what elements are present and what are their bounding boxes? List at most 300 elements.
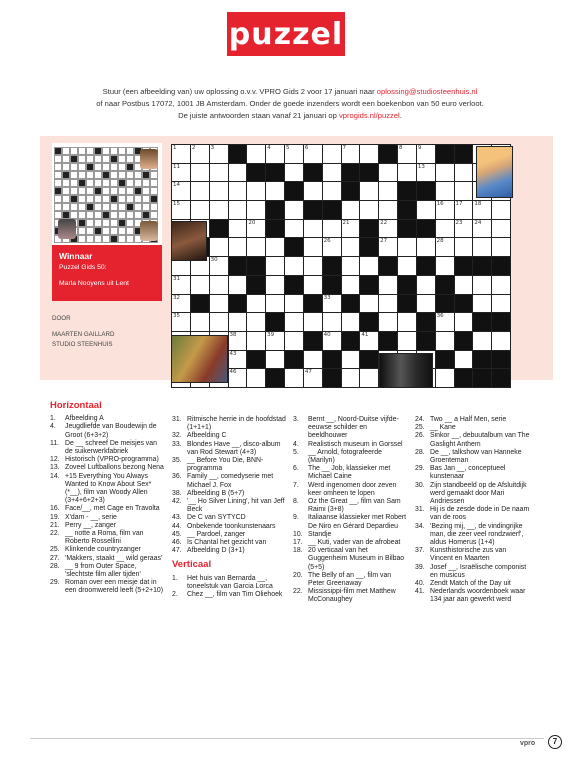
mini-cell	[126, 219, 134, 227]
grid-cell[interactable]	[172, 276, 190, 294]
grid-cell[interactable]	[191, 313, 209, 331]
grid-cell[interactable]	[436, 369, 454, 387]
grid-cell[interactable]	[304, 313, 322, 331]
grid-cell[interactable]	[398, 332, 416, 350]
grid-cell[interactable]	[436, 238, 454, 256]
clue-item	[172, 490, 287, 498]
grid-cell[interactable]	[285, 220, 303, 238]
grid-cell[interactable]	[455, 276, 473, 294]
winner-name: Marla Nooyens uit Lent	[59, 280, 129, 287]
grid-cell[interactable]	[417, 238, 435, 256]
grid-cell[interactable]	[229, 313, 247, 331]
grid-cell[interactable]	[247, 313, 265, 331]
grid-block	[398, 201, 416, 219]
credits	[52, 314, 114, 350]
grid-cell[interactable]	[247, 220, 265, 238]
mini-cell	[70, 179, 78, 187]
grid-cell[interactable]	[455, 351, 473, 369]
grid-cell[interactable]	[285, 164, 303, 182]
grid-block	[285, 276, 303, 294]
clue-item	[50, 546, 165, 554]
grid-block	[455, 295, 473, 313]
mini-cell	[134, 195, 142, 203]
grid-block	[417, 220, 435, 238]
mini-cell	[102, 171, 110, 179]
mini-cell	[102, 155, 110, 163]
clue-item	[415, 588, 530, 604]
cell-number: 11	[173, 163, 180, 170]
grid-cell[interactable]	[436, 332, 454, 350]
grid-cell[interactable]	[304, 351, 322, 369]
grid-cell[interactable]	[266, 182, 284, 200]
grid-cell[interactable]	[210, 164, 228, 182]
clue-number: 25.	[415, 424, 425, 432]
grid-cell[interactable]	[492, 238, 510, 256]
clue-text: __ Kane	[430, 424, 456, 432]
grid-cell[interactable]	[266, 238, 284, 256]
cell-number: 47	[304, 369, 312, 376]
clue-text: __ Kuti, vader van de afrobeat	[308, 539, 401, 547]
mini-cell	[78, 195, 86, 203]
grid-cell[interactable]	[360, 145, 378, 163]
mini-cell	[94, 219, 102, 227]
grid-cell[interactable]	[191, 164, 209, 182]
mini-cell	[150, 203, 158, 211]
clue-text: Werd ingenomen door zeven keer omheen te lopen	[308, 481, 397, 497]
page-number: 7	[548, 735, 562, 749]
intro-line3: De juiste antwoorden staan vanaf 21 januari op	[178, 111, 339, 120]
clue-number: 10.	[293, 530, 303, 538]
mini-cell	[110, 187, 118, 195]
grid-block	[379, 257, 397, 275]
grid-block	[398, 220, 416, 238]
clue-text: Perry __, zanger	[65, 521, 116, 529]
clues-column-2	[172, 402, 287, 599]
grid-cell[interactable]	[247, 295, 265, 313]
cell-number: 2	[191, 145, 196, 151]
mini-cell	[126, 187, 134, 195]
grid-cell[interactable]	[492, 332, 510, 350]
mini-cell	[70, 155, 78, 163]
mini-cell	[94, 147, 102, 155]
clue-item	[50, 530, 165, 546]
mini-cell	[86, 163, 94, 171]
grid-cell[interactable]	[210, 313, 228, 331]
image-a-elsa	[476, 146, 513, 198]
mini-cell	[150, 187, 158, 195]
mini-cell	[150, 179, 158, 187]
mini-cell	[78, 163, 86, 171]
clue-text: Mississippi-film met Matthew McConaughey	[308, 588, 396, 604]
cell-number: 14	[173, 182, 180, 189]
grid-cell[interactable]	[455, 182, 473, 200]
grid-cell[interactable]	[210, 238, 228, 256]
grid-cell[interactable]	[266, 332, 284, 350]
clue-number: 37.	[415, 547, 425, 555]
grid-block	[360, 313, 378, 331]
grid-cell[interactable]	[379, 164, 397, 182]
cell-number: 1	[173, 145, 177, 151]
mini-cell	[78, 227, 86, 235]
puzzel-logo	[227, 12, 345, 56]
mini-cell	[62, 155, 70, 163]
grid-cell[interactable]	[323, 164, 341, 182]
grid-cell[interactable]	[323, 238, 341, 256]
grid-cell[interactable]	[323, 182, 341, 200]
footer-brand: vpro	[520, 740, 536, 747]
grid-cell[interactable]	[323, 220, 341, 238]
grid-cell[interactable]	[379, 295, 397, 313]
grid-cell[interactable]	[266, 145, 284, 163]
mini-cell	[102, 179, 110, 187]
grid-cell[interactable]	[266, 351, 284, 369]
mini-cell	[118, 155, 126, 163]
mini-cell	[126, 195, 134, 203]
clue-item	[293, 539, 408, 547]
clue-number: 31.	[172, 416, 182, 423]
grid-cell[interactable]	[417, 295, 435, 313]
mini-cell	[110, 155, 118, 163]
clue-text: __ 9 from Outer Space, 'slechtste film aller tijden'	[65, 562, 141, 579]
grid-cell[interactable]	[304, 220, 322, 238]
grid-cell[interactable]	[285, 295, 303, 313]
mini-cell	[150, 211, 158, 219]
grid-cell[interactable]	[304, 369, 322, 387]
grid-cell[interactable]	[360, 257, 378, 275]
grid-cell[interactable]	[210, 276, 228, 294]
clue-text: Klinkende countryzanger	[65, 546, 141, 554]
mini-cell	[86, 235, 94, 243]
grid-block	[323, 369, 341, 387]
mini-cell	[86, 203, 94, 211]
grid-cell[interactable]	[266, 276, 284, 294]
clue-text: __ Before You Die, BNN-programma	[187, 457, 264, 473]
grid-cell[interactable]	[360, 332, 378, 350]
grid-block	[417, 332, 435, 350]
mini-cell	[54, 147, 62, 155]
clue-number: 12.	[50, 456, 60, 464]
grid-cell[interactable]	[304, 145, 322, 163]
grid-cell[interactable]	[342, 220, 360, 238]
grid-cell[interactable]	[172, 145, 190, 163]
grid-cell[interactable]	[342, 351, 360, 369]
clue-item	[293, 588, 408, 604]
grid-cell[interactable]	[285, 313, 303, 331]
grid-cell[interactable]	[436, 257, 454, 275]
grid-cell[interactable]	[342, 145, 360, 163]
grid-cell[interactable]	[436, 313, 454, 331]
grid-block	[379, 145, 397, 163]
grid-cell[interactable]	[342, 238, 360, 256]
grid-cell[interactable]	[285, 145, 303, 163]
mini-cell	[126, 171, 134, 179]
clue-number: 4.	[293, 440, 299, 448]
mini-cell	[134, 187, 142, 195]
grid-cell[interactable]	[379, 220, 397, 238]
clue-item	[415, 580, 530, 588]
grid-cell[interactable]	[455, 238, 473, 256]
grid-cell[interactable]	[247, 238, 265, 256]
grid-cell[interactable]	[455, 164, 473, 182]
grid-cell[interactable]	[398, 145, 416, 163]
mini-cell	[118, 219, 126, 227]
cell-number: 38	[229, 331, 237, 338]
clue-text: 20 verticaal van het Guggenheim Museum in Bilbao (5+5)	[308, 547, 405, 571]
grid-cell[interactable]	[304, 257, 322, 275]
grid-cell[interactable]	[210, 295, 228, 313]
grid-block	[492, 369, 510, 387]
grid-cell[interactable]	[360, 295, 378, 313]
clue-number: 36.	[172, 473, 182, 481]
clue-text: Italiaanse klassieker met Robert De Niro en Gérard Depardieu	[308, 514, 407, 530]
clue-text: Ritmische herrie in de hoofdstad (1+1+1)	[187, 416, 286, 432]
grid-cell[interactable]	[172, 313, 190, 331]
grid-cell[interactable]	[210, 201, 228, 219]
grid-cell[interactable]	[247, 332, 265, 350]
clue-number: 25.	[50, 546, 60, 554]
grid-block	[360, 164, 378, 182]
grid-cell[interactable]	[172, 201, 190, 219]
clue-item	[415, 449, 530, 465]
clue-number: 22.	[50, 530, 60, 538]
grid-cell[interactable]	[229, 201, 247, 219]
clue-text: Oz the Great __, film van Sam Raimi (3+8)	[308, 498, 401, 514]
grid-block	[417, 182, 435, 200]
grid-cell[interactable]	[210, 182, 228, 200]
grid-block	[455, 332, 473, 350]
mini-cell	[142, 179, 150, 187]
grid-cell[interactable]	[492, 276, 510, 294]
grid-block	[266, 220, 284, 238]
grid-cell[interactable]	[285, 332, 303, 350]
grid-cell[interactable]	[285, 201, 303, 219]
grid-cell[interactable]	[360, 182, 378, 200]
grid-block	[360, 220, 378, 238]
grid-cell[interactable]	[342, 201, 360, 219]
clue-text: The __ Job, klassieker met Michael Caine	[308, 465, 391, 481]
mini-cell	[134, 179, 142, 187]
grid-cell[interactable]	[323, 332, 341, 350]
mini-cell	[62, 179, 70, 187]
clue-number: 9.	[293, 514, 299, 522]
cell-number: 28	[436, 238, 444, 245]
grid-cell[interactable]	[379, 276, 397, 294]
grid-cell[interactable]	[436, 220, 454, 238]
grid-cell[interactable]	[172, 164, 190, 182]
mini-cell	[94, 171, 102, 179]
grid-block	[436, 276, 454, 294]
mini-cell	[110, 147, 118, 155]
grid-block	[473, 257, 491, 275]
grid-cell[interactable]	[229, 276, 247, 294]
grid-cell[interactable]	[247, 369, 265, 387]
mini-cell	[134, 203, 142, 211]
clue-number: 4.	[50, 423, 56, 431]
clue-text: Roman over een meisje dat in een droomwereld leeft (5+2+10)	[65, 579, 164, 595]
clue-number: 31.	[415, 506, 425, 514]
grid-cell[interactable]	[191, 145, 209, 163]
mini-cell	[54, 179, 62, 187]
grid-cell[interactable]	[455, 201, 473, 219]
email-link[interactable]: oplossing@studiosteenhuis.nl	[376, 87, 478, 96]
grid-block	[229, 295, 247, 313]
clue-text: Is Chantal het gezicht van	[187, 539, 267, 547]
clue-number: 22.	[293, 588, 303, 596]
grid-cell[interactable]	[492, 201, 510, 219]
clue-number: 44.	[172, 522, 182, 530]
grid-cell[interactable]	[379, 201, 397, 219]
grid-block	[455, 257, 473, 275]
grid-cell[interactable]	[247, 182, 265, 200]
clue-item	[293, 465, 408, 481]
grid-cell[interactable]	[304, 182, 322, 200]
clue-number: 33.	[172, 440, 182, 448]
grid-cell[interactable]	[379, 182, 397, 200]
mini-cell	[110, 195, 118, 203]
grid-cell[interactable]	[455, 313, 473, 331]
cell-number: 41	[361, 331, 369, 338]
grid-cell[interactable]	[172, 182, 190, 200]
grid-cell[interactable]	[342, 313, 360, 331]
grid-cell[interactable]	[229, 332, 247, 350]
cell-number: 6	[304, 145, 309, 151]
clue-item	[50, 505, 165, 513]
grid-block	[417, 313, 435, 331]
grid-cell[interactable]	[492, 220, 510, 238]
grid-cell[interactable]	[473, 201, 491, 219]
grid-block	[342, 182, 360, 200]
clue-number: 38.	[172, 489, 182, 497]
grid-cell[interactable]	[360, 369, 378, 387]
grid-cell[interactable]	[247, 201, 265, 219]
clue-text: Afbeelding D (3+1)	[187, 547, 245, 555]
mini-cell	[126, 155, 134, 163]
clue-item	[50, 473, 165, 506]
grid-cell[interactable]	[473, 295, 491, 313]
grid-cell[interactable]	[172, 295, 190, 313]
grid-cell[interactable]	[492, 295, 510, 313]
grid-cell[interactable]	[417, 145, 435, 163]
mini-cell	[70, 211, 78, 219]
grid-cell[interactable]	[379, 238, 397, 256]
grid-cell[interactable]	[473, 332, 491, 350]
clue-item	[172, 539, 287, 547]
grid-cell[interactable]	[342, 257, 360, 275]
grid-cell[interactable]	[285, 369, 303, 387]
grid-cell[interactable]	[436, 182, 454, 200]
mini-cell	[142, 195, 150, 203]
cell-number: 15	[173, 201, 180, 208]
grid-cell[interactable]	[398, 238, 416, 256]
grid-cell[interactable]	[229, 182, 247, 200]
grid-cell[interactable]	[191, 182, 209, 200]
grid-cell[interactable]	[323, 145, 341, 163]
grid-cell[interactable]	[342, 369, 360, 387]
clue-item	[415, 482, 530, 507]
grid-cell[interactable]	[417, 201, 435, 219]
grid-cell[interactable]	[417, 276, 435, 294]
grid-block	[342, 164, 360, 182]
grid-cell[interactable]	[266, 257, 284, 275]
clue-item	[172, 531, 287, 539]
grid-cell[interactable]	[210, 257, 228, 275]
grid-block	[266, 201, 284, 219]
clue-text: Nederlands woordenboek waar 134 jaar aan gewerkt werd	[430, 588, 526, 604]
grid-cell[interactable]	[379, 313, 397, 331]
mini-cell	[102, 227, 110, 235]
cell-number: 43	[229, 350, 237, 357]
grid-cell[interactable]	[304, 276, 322, 294]
cell-number: 27	[380, 238, 388, 245]
clue-number: 40.	[415, 580, 425, 588]
mini-cell	[94, 187, 102, 195]
clue-text: Historisch (VPRO-programma)	[65, 456, 159, 464]
grid-cell[interactable]	[304, 238, 322, 256]
grid-cell[interactable]	[360, 201, 378, 219]
grid-cell[interactable]	[229, 351, 247, 369]
mini-cell	[70, 203, 78, 211]
grid-cell[interactable]	[398, 313, 416, 331]
grid-block	[304, 201, 322, 219]
grid-block	[247, 164, 265, 182]
mini-cell	[118, 187, 126, 195]
grid-block	[247, 351, 265, 369]
grid-cell[interactable]	[473, 276, 491, 294]
grid-cell[interactable]	[247, 145, 265, 163]
grid-cell[interactable]	[285, 257, 303, 275]
clue-text: Het huis van Bernarda __, toneelstuk van Garcia Lorca	[187, 574, 273, 590]
grid-cell[interactable]	[323, 295, 341, 313]
grid-cell[interactable]	[473, 220, 491, 238]
grid-cell[interactable]	[266, 295, 284, 313]
clue-number: 41.	[415, 588, 425, 596]
intro-line1: Stuur (een afbeelding van) uw oplossing o.v.v. VPRO Gids 2 voor 17 januari naar	[102, 87, 377, 96]
clue-text: Onbekende toonkunstenaars	[187, 522, 276, 530]
mini-cell	[62, 187, 70, 195]
mini-cell	[86, 155, 94, 163]
grid-cell[interactable]	[191, 201, 209, 219]
website-link[interactable]: vprogids.nl/puzzel	[338, 111, 400, 120]
mini-cell	[118, 171, 126, 179]
grid-cell[interactable]	[229, 238, 247, 256]
grid-cell[interactable]	[455, 220, 473, 238]
clue-text: Zoveel Luftballons bezong Nena	[65, 464, 164, 472]
grid-cell[interactable]	[398, 164, 416, 182]
grid-cell[interactable]	[323, 313, 341, 331]
grid-cell[interactable]	[210, 145, 228, 163]
clue-item	[172, 441, 287, 457]
mini-photo	[58, 219, 76, 239]
grid-cell[interactable]	[229, 369, 247, 387]
grid-cell[interactable]	[191, 276, 209, 294]
mini-cell	[78, 179, 86, 187]
clue-number: 28.	[50, 562, 60, 570]
grid-cell[interactable]	[398, 257, 416, 275]
grid-cell[interactable]	[342, 276, 360, 294]
mini-cell	[62, 147, 70, 155]
clue-item	[172, 547, 287, 555]
mini-cell	[110, 235, 118, 243]
cell-number: 5	[286, 145, 290, 151]
grid-cell[interactable]	[436, 164, 454, 182]
mini-cell	[94, 235, 102, 243]
grid-cell[interactable]	[229, 220, 247, 238]
grid-cell[interactable]	[473, 238, 491, 256]
grid-cell[interactable]	[436, 201, 454, 219]
mini-cell	[86, 171, 94, 179]
grid-cell[interactable]	[417, 164, 435, 182]
grid-cell[interactable]	[229, 164, 247, 182]
